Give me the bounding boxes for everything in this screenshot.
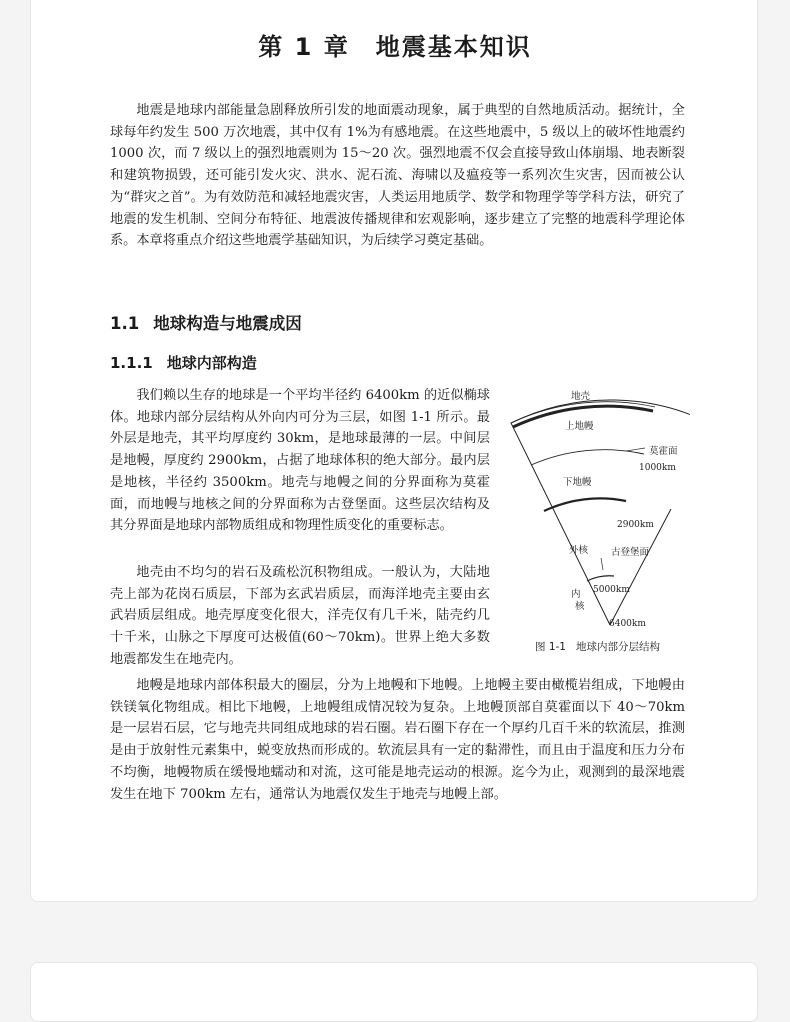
label-inner-core-a: 内 <box>571 589 581 600</box>
paragraph-earth-structure: 我们赖以生存的地球是一个平均半径约 6400km 的近似椭球体。地球内部分层结构从外向内可分为三层，如图 1-1 所示。最外层是地壳，其平均厚度约 30km，是地球最薄的一层。中间层是地幔，厚度约 2900km，占据了地球体积的绝大部分。最内层是地核，半径约 3500km。地壳与地幔之间的分界面称为莫霍面，而地幔与地核之间的分界面称为古登堡面。这些层次结构及其分界面是地球内部物质组成和物理性质变化的重要标志。 <box>110 388 490 534</box>
figure-number: 图 1-1 <box>535 641 566 653</box>
label-inner-core-b: 核 <box>575 601 585 612</box>
label-upper-mantle: 上地幔 <box>565 421 594 432</box>
subsection-heading-1-1-1 <box>110 352 257 373</box>
figure-caption-text: 地球内部分层结构 <box>576 641 660 653</box>
earth-wedge-diagram <box>505 385 690 635</box>
label-depth-2900: 2900km <box>617 520 654 530</box>
earth-structure-figure <box>505 385 690 660</box>
label-moho: 莫霍面 <box>649 446 678 457</box>
label-crust: 地壳 <box>571 391 591 402</box>
figure-caption <box>505 639 690 654</box>
gutenberg-boundary <box>544 498 626 511</box>
next-page <box>30 962 758 1022</box>
paragraph-mantle: 地幔是地球内部体积最大的圈层，分为上地幔和下地幔。上地幔主要由橄榄岩组成，下地幔由铁镁氧化物组成。相比下地幔，上地幔组成情况较为复杂。上地幔顶部自莫霍面以下 40～70km 是一层岩石层，它与地壳共同组成地球的岩石圈。岩石圈下存在一个厚约几百千米的软流层，推测是由于放射性元素集中，蜕变放热而形成的。软流层具有一定的黏滞性，而且由于温度和压力分布不均衡，地幔物质在缓慢地蠕动和对流，这可能是地壳运动的根源。迄今为止，观测到的最深地震发生在地下 700km 左右，通常认为地震仅发生于地壳与地幔上部。 <box>110 678 685 802</box>
subsection-number: 1.1.1 <box>110 354 153 372</box>
label-depth-6400: 6400km <box>609 619 646 629</box>
section-number: 1.1 <box>110 314 140 333</box>
label-gutenberg: 古登堡面 <box>611 547 650 558</box>
label-outer-core: 外核 <box>569 545 589 556</box>
section-title: 地球构造与地震成因 <box>153 314 302 333</box>
paragraph-crust: 地壳由不均匀的岩石及疏松沉积物组成。一般认为，大陆地壳上部为花岗石质层，下部为玄武岩质层，而海洋地壳主要由玄武岩质层组成。地壳厚度变化很大，洋壳仅有几千米，陆壳约几十千米，山脉之下厚度可达极值(60～70km)。世界上绝大多数地震都发生在地壳内。 <box>110 565 490 667</box>
inner-core-boundary <box>587 576 614 581</box>
label-lower-mantle: 下地幔 <box>563 477 592 488</box>
gutenberg-pointer <box>601 558 603 570</box>
intro-paragraph: 地震是地球内部能量急剧释放所引发的地面震动现象，属于典型的自然地质活动。据统计，全球每年约发生 500 万次地震，其中仅有 1%为有感地震。在这些地震中，5 级以上的破坏性地震约 1000 次，而 7 级以上的强烈地震则为 15～20 次。强烈地震不仅会直接导致山体崩塌、地表断裂和建筑物损毁，还可能引发火灾、洪水、泥石流、海啸以及瘟疫等一系列次生灾害，因而被公认为“群灾之首”。为有效防范和减轻地震灾害，人类运用地质学、数学和物理学等学科方法，研究了地震的发生机制、空间分布特征、地震波传播规律和宏观影响，逐步建立了完整的地震科学理论体系。本章将重点介绍这些地震学基础知识，为后续学习奠定基础。 <box>110 103 685 249</box>
label-depth-1000: 1000km <box>639 463 676 473</box>
label-depth-5000: 5000km <box>593 585 630 595</box>
subsection-title: 地球内部构造 <box>166 354 257 372</box>
moho-boundary <box>531 450 644 465</box>
moho-pointer <box>626 448 645 451</box>
section-heading-1-1 <box>110 310 302 334</box>
chapter-title: 第 1 章 地震基本知识 <box>258 33 532 61</box>
